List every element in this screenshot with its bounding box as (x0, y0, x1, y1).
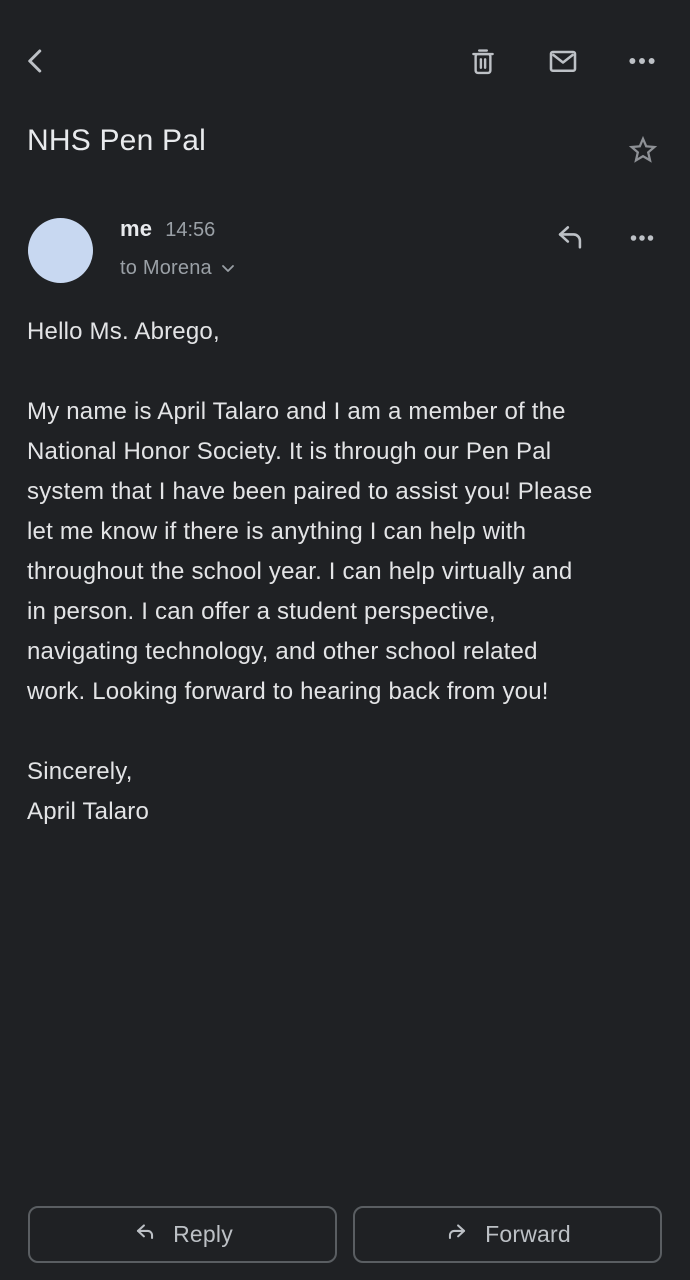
reply-button-header[interactable] (546, 214, 594, 262)
body-text-line: let me know if there is anything I can help with (27, 518, 527, 545)
sender-info (120, 216, 235, 280)
sent-time: 14:56 (165, 219, 216, 241)
reply-button[interactable] (28, 1206, 337, 1263)
reply-button-label: Reply (173, 1221, 233, 1247)
chevron-down-icon (221, 261, 235, 276)
reply-arrow-icon (553, 221, 587, 255)
mark-unread-button[interactable] (539, 37, 587, 85)
body-text-line: work. Looking forward to hearing back from you! (27, 678, 549, 705)
email-subject: NHS Pen Pal (27, 124, 206, 157)
body-text-line: Hello Ms. Abrego, (27, 318, 220, 345)
envelope-icon (545, 43, 581, 79)
email-body (27, 312, 667, 832)
body-text-line: in person. I can offer a student perspective, (27, 598, 496, 625)
chevron-left-icon (21, 42, 51, 80)
back-button[interactable] (12, 37, 60, 85)
body-text-line: April Talaro (27, 798, 150, 825)
body-text-line: navigating technology, and other school related (27, 638, 538, 665)
forward-arrow-icon (444, 1219, 470, 1251)
star-outline-icon (626, 133, 660, 167)
sender-avatar[interactable] (28, 218, 93, 283)
recipient-expander[interactable] (120, 257, 235, 280)
reply-arrow-icon (132, 1219, 158, 1251)
body-text-line: system that I have been paired to assist you! Please (27, 478, 593, 505)
more-options-button[interactable] (618, 37, 666, 85)
star-button[interactable] (619, 126, 667, 174)
body-text-line (27, 712, 667, 752)
delete-button[interactable] (459, 37, 507, 85)
three-dots-icon (625, 44, 659, 78)
message-more-options-button[interactable] (618, 214, 666, 262)
three-dots-icon (627, 223, 657, 253)
forward-button-label: Forward (485, 1221, 571, 1247)
body-text-line: throughout the school year. I can help virtually and (27, 558, 573, 585)
forward-button[interactable] (353, 1206, 662, 1263)
body-text-line: Sincerely, (27, 758, 133, 785)
body-text-line: National Honor Society. It is through our Pen Pal (27, 438, 552, 465)
recipient-label: to Morena (120, 257, 212, 279)
trash-icon (466, 44, 500, 78)
body-text-line: My name is April Talaro and I am a member of the (27, 398, 566, 425)
sender-name: me (120, 216, 153, 241)
body-text-line (27, 352, 667, 392)
